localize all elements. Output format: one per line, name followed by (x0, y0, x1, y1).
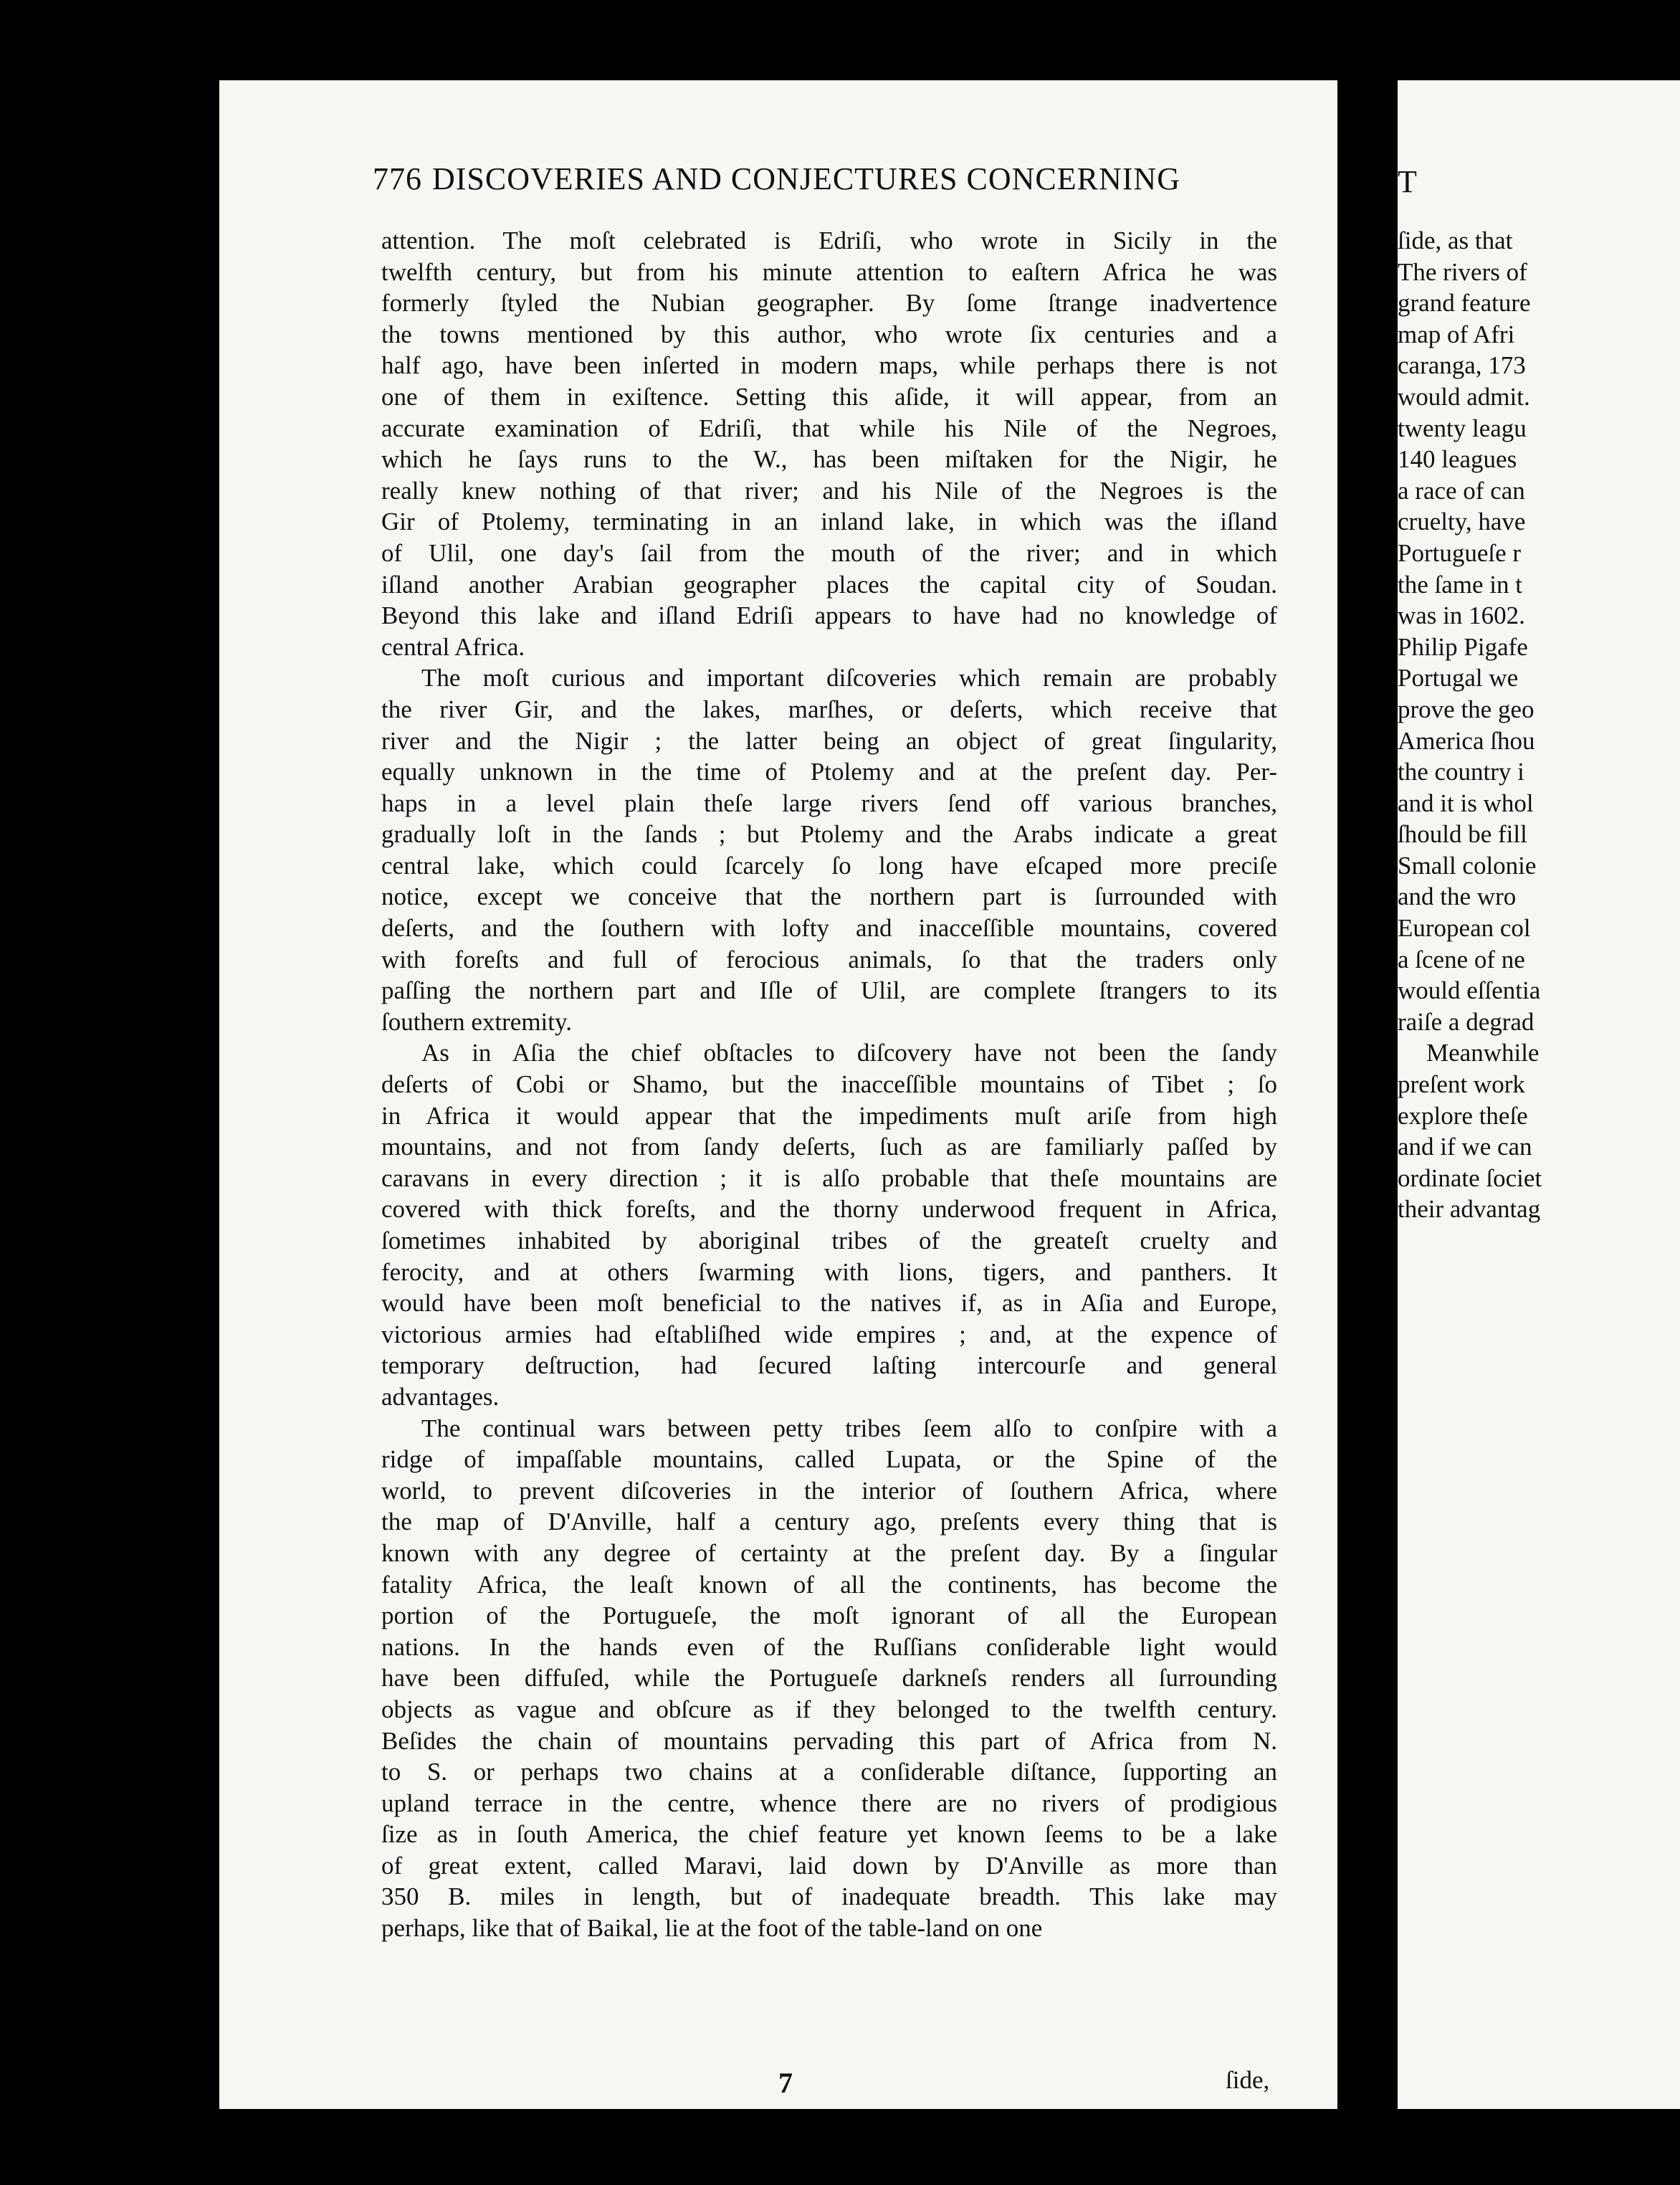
text-line: which he ſays runs to the W., has been miſtaken for the Nigir, he (381, 445, 1277, 474)
right-text-line: Philip Pigafe (1398, 632, 1528, 661)
right-text-line: ſhould be fill (1398, 820, 1527, 849)
catchword: ſide, (1226, 2066, 1270, 2094)
right-text-line: prove the geo (1398, 695, 1535, 723)
text-line: paſſing the northern part and Iſle of Ulil, are complete ſtrangers to its (381, 976, 1277, 1005)
text-line: world, to prevent diſcoveries in the interior of ſouthern Africa, where (381, 1476, 1277, 1505)
text-line: ſize as in ſouth America, the chief feature yet known ſeems to be a lake (381, 1820, 1277, 1849)
right-text-line: and it is whol (1398, 789, 1534, 817)
text-line: ſometimes inhabited by aboriginal tribes of the greateſt cruelty and (381, 1227, 1277, 1255)
text-line: portion of the Portugueſe, the moſt ignorant of all the European (381, 1601, 1277, 1630)
right-text-line: Meanwhile (1426, 1039, 1540, 1067)
right-text-line: the ſame in t (1398, 570, 1522, 599)
text-line: one of them in exiſtence. Setting this aſide, it will appear, from an (381, 382, 1277, 411)
right-text-line: raiſe a degrad (1398, 1007, 1535, 1036)
right-running-head: T (1398, 164, 1417, 199)
text-line: deſerts of Cobi or Shamo, but the inacceſſible mountains of Tibet ; ſo (381, 1070, 1277, 1099)
page-number: 776 (373, 161, 422, 196)
right-text-line: was in 1602. (1398, 601, 1525, 630)
text-line: caravans in every direction ; it is alſo probable that theſe mountains are (381, 1163, 1277, 1192)
text-line: gradually loſt in the ſands ; but Ptolemy and the Arabs indicate a great (381, 820, 1277, 849)
text-line: temporary deſtruction, had ſecured laſting intercourſe and general (381, 1351, 1277, 1380)
right-text-line: their advantag (1398, 1195, 1541, 1224)
running-head-title: DISCOVERIES AND CONJECTURES CONCERNING (432, 161, 1180, 196)
text-line: ſouthern extremity. (381, 1007, 572, 1036)
right-text-line: caranga, 173 (1398, 351, 1526, 380)
right-text-line: cruelty, have (1398, 508, 1526, 536)
text-line: twelfth century, but from his minute attention to eaſtern Africa he was (381, 257, 1277, 286)
text-line: accurate examination of Edriſi, that while his Nile of the Negroes, (381, 414, 1277, 442)
text-line: Gir of Ptolemy, terminating in an inland lake, in which was the iſland (381, 508, 1277, 536)
text-line: to S. or perhaps two chains at a conſiderable diſtance, ſupporting an (381, 1758, 1277, 1786)
text-line: with foreſts and full of ferocious animals, ſo that the traders only (381, 945, 1277, 974)
right-text-line: and the wro (1398, 882, 1517, 911)
text-line: central Africa. (381, 632, 525, 661)
left-page (219, 80, 1337, 2109)
text-line: river and the Nigir ; the latter being an object of great ſingularity, (381, 726, 1277, 755)
right-text-line: 140 leagues (1398, 445, 1517, 474)
text-line: formerly ſtyled the Nubian geographer. By ſome ſtrange inadvertence (381, 289, 1277, 318)
text-line: haps in a level plain theſe large rivers ſend off various branches, (381, 789, 1277, 817)
right-text-line: would eſſentia (1398, 976, 1541, 1005)
right-text-line: would admit. (1398, 382, 1530, 411)
text-line: the river Gir, and the lakes, marſhes, or deſerts, which receive that (381, 695, 1277, 723)
text-line: 350 B. miles in length, but of inadequate breadth. This lake may (381, 1882, 1277, 1911)
right-text-line: a ſcene of ne (1398, 945, 1525, 974)
text-line: mountains, and not from ſandy deſerts, ſuch as are familiarly paſſed by (381, 1133, 1277, 1161)
text-line: half ago, have been inſerted in modern maps, while perhaps there is not (381, 351, 1277, 380)
text-line: Beyond this lake and iſland Edriſi appears to have had no knowledge of (381, 601, 1277, 630)
text-line: ridge of impaſſable mountains, called Lupata, or the Spine of the (381, 1445, 1277, 1474)
text-line: perhaps, like that of Baikal, lie at the foot of the table-land on one (381, 1914, 1043, 1943)
text-line: in Africa it would appear that the impediments muſt ariſe from high (381, 1101, 1277, 1130)
right-body-text (1398, 225, 1598, 1225)
text-line: really knew nothing of that river; and his Nile of the Negroes is the (381, 476, 1277, 505)
text-line: iſland another Arabian geographer places the capital city of Soudan. (381, 570, 1277, 599)
running-head (373, 161, 1240, 197)
text-line: covered with thick foreſts, and the thorny underwood frequent in Africa, (381, 1195, 1277, 1224)
text-line: would have been moſt beneficial to the natives if, as in Aſia and Europe, (381, 1289, 1277, 1318)
right-text-line: explore theſe (1398, 1101, 1528, 1130)
text-line: central lake, which could ſcarcely ſo long have eſcaped more preciſe (381, 851, 1277, 880)
text-line: victorious armies had eſtabliſhed wide empires ; and, at the expence of (381, 1320, 1277, 1348)
text-line: ferocity, and at others ſwarming with lions, tigers, and panthers. It (381, 1257, 1277, 1286)
text-line: the map of D'Anville, half a century ago, preſents every thing that is (381, 1508, 1277, 1536)
right-text-line: European col (1398, 914, 1531, 943)
right-text-line: map of Afri (1398, 320, 1515, 348)
right-text-line: and if we can (1398, 1133, 1532, 1161)
text-line: have been diffuſed, while the Portugueſe darkneſs renders all ſurrounding (381, 1664, 1277, 1693)
text-line: As in Aſia the chief obſtacles to diſcovery have not been the ſandy (421, 1039, 1277, 1067)
right-text-line: twenty leagu (1398, 414, 1527, 442)
text-line: the towns mentioned by this author, who wrote ſix centuries and a (381, 320, 1277, 348)
text-line: The moſt curious and important diſcoveries which remain are probably (421, 664, 1277, 692)
gutter (1337, 80, 1398, 2109)
text-line: attention. The moſt celebrated is Edriſi, who wrote in Sicily in the (381, 227, 1277, 254)
right-text-line: America ſhou (1398, 726, 1535, 755)
text-line: advantages. (381, 1382, 500, 1411)
text-line: known with any degree of certainty at the preſent day. By a ſingular (381, 1538, 1277, 1567)
text-line: objects as vague and obſcure as if they belonged to the twelfth century. (381, 1695, 1277, 1723)
right-page (1398, 80, 1680, 2109)
right-text-line: ſide, as that (1398, 227, 1513, 254)
right-text-line: a race of can (1398, 476, 1525, 505)
text-line: deſerts, and the ſouthern with lofty and inacceſſible mountains, covered (381, 914, 1277, 943)
text-line: The continual wars between petty tribes ſeem alſo to conſpire with a (421, 1414, 1277, 1442)
text-line: equally unknown in the time of Ptolemy and at the preſent day. Per- (381, 758, 1277, 786)
text-line: upland terrace in the centre, whence there are no rivers of prodigious (381, 1789, 1277, 1817)
right-text-line: ordinate ſociet (1398, 1163, 1542, 1192)
right-text-line: the country i (1398, 758, 1524, 786)
right-text-line: Portugal we (1398, 664, 1519, 692)
right-text-line: preſent work (1398, 1070, 1525, 1099)
text-line: notice, except we conceive that the northern part is ſurrounded with (381, 882, 1277, 911)
text-line: of great extent, called Maravi, laid down by D'Anville as more than (381, 1851, 1277, 1880)
text-line: of Ulil, one day's ſail from the mouth of the river; and in which (381, 538, 1277, 567)
body-text (381, 225, 1277, 1944)
text-line: fatality Africa, the leaſt known of all the continents, has become the (381, 1570, 1277, 1599)
signature-mark: 7 (778, 2067, 793, 2099)
right-text-line: grand feature (1398, 289, 1531, 318)
text-line: nations. In the hands even of the Ruſſians conſiderable light would (381, 1632, 1277, 1661)
right-text-line: The rivers of (1398, 257, 1527, 286)
right-text-line: Small colonie (1398, 851, 1537, 880)
text-line: Beſides the chain of mountains pervading this part of Africa from N. (381, 1726, 1277, 1755)
right-text-line: Portugueſe r (1398, 538, 1522, 567)
